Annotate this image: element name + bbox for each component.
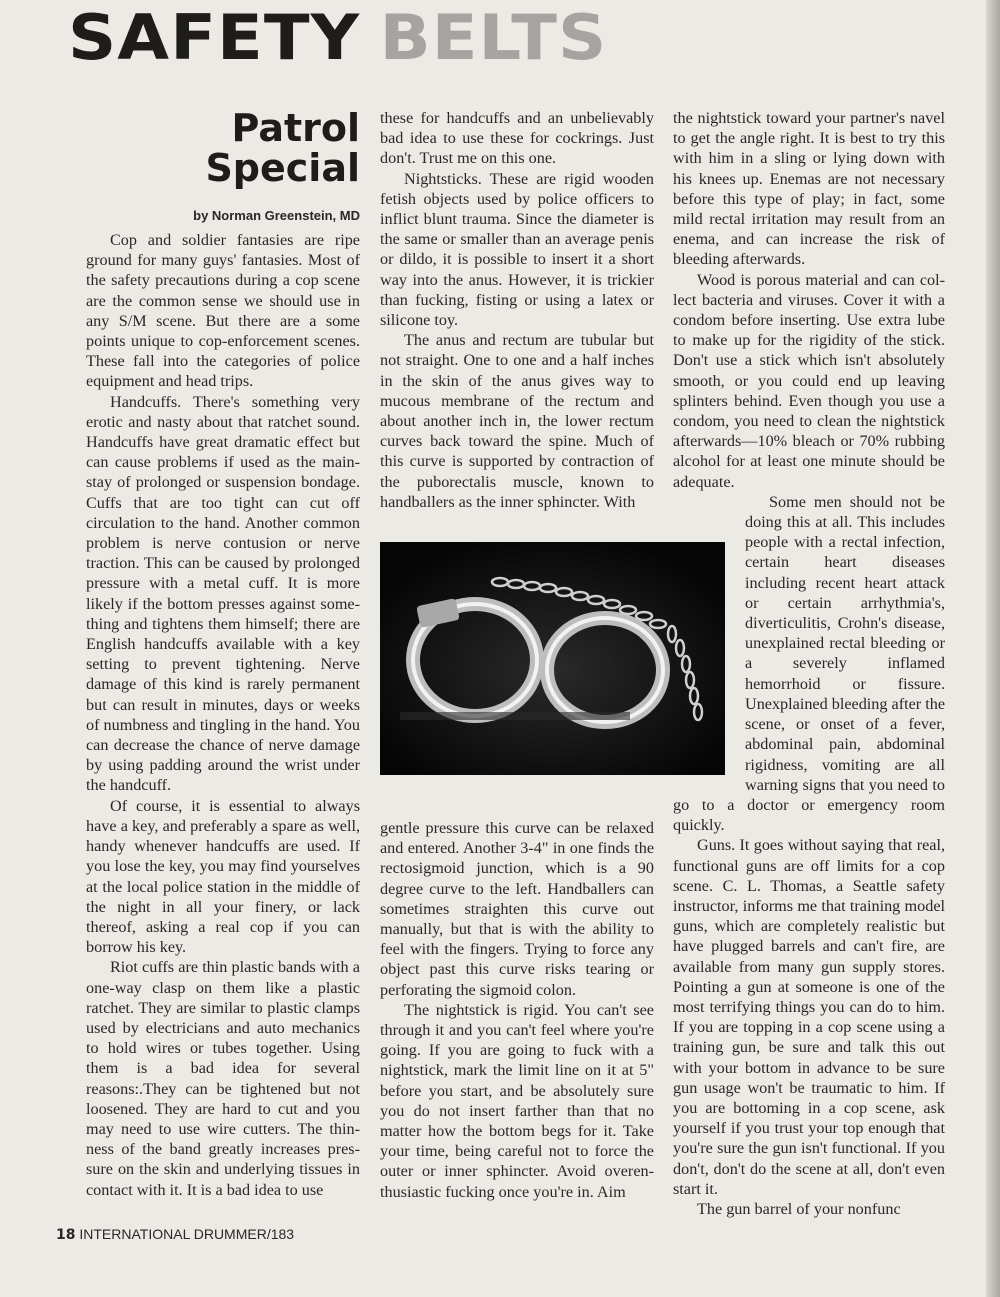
section-masthead	[68, 2, 607, 74]
paragraph: The gun barrel of your nonfunc	[697, 1199, 901, 1218]
paragraph: these for handcuffs and an unbelievably bad idea to use these for cockrings. Just don't. Trust me on this one.	[380, 109, 654, 168]
publication-name: INTERNATIONAL DRUMMER/183	[79, 1226, 295, 1242]
page-footer	[56, 1226, 294, 1243]
article-title-line-2: Special	[205, 146, 360, 190]
paragraph: Of course, it is essential to always have a key, and preferably a spare as well, handy whenever handcuffs are used. If you lose the key, you may find yourselves at the local police station in the middle of the night in all your finery, or lack thereof, asking a real cop if you can borrow his key.	[86, 796, 360, 957]
column-3	[673, 108, 945, 1219]
column-2-bottom	[380, 818, 654, 1202]
text-wrap-spacer	[673, 492, 745, 792]
column-1	[86, 230, 360, 1200]
paragraph: Nightsticks. These are rigid wooden fetish objects used by police officers to inflict blunt trauma. Since the diameter is the same or smaller than an average penis or dildo, it is possible to insert it a short way into the anus. However, it is trickier than fucking, fisting or using a latex or silicone toy.	[380, 169, 654, 330]
paragraph: Riot cuffs are thin plastic bands with a one-way clasp on them like a plastic ratchet. They are similar to plastic clamps used by electricians and auto mechanics to hold wires or tubes together. Using them is a bad idea for several reasons:.They can be tightened but not loosened. They are hard to cut and you may need to use wire cutters. The thinness of the band greatly increases pressure on the skin and underlying tissues in contact with it. It is a bad idea to use	[86, 958, 360, 1199]
masthead-word-safety: SAFETY	[68, 1, 361, 74]
paragraph: Some men should not be doing this at all. This includes people with a rectal infection, certain heart diseases including recent heart attack or certain arrhythmia's, diverticulitis, Crohn's disease, unexplained rectal bleeding or a severely inflamed hemorrhoid or fissure. Unexplained bleeding after the scene, or onset of a fever, abdominal pain, abdominal rigidness, vomiting are all warning signs that you need to go to a doctor or emergency room quickly.	[673, 492, 946, 835]
article-title-line-1: Patrol	[231, 106, 360, 150]
paragraph: The nightstick is rigid. You can't see through it and you can't feel where you're going. If you are going to fuck with a nightstick, mark the limit line on it at 5" before you start, and be absolutely sure you do not insert farther than that no matter how the bottom begs for it. Take your time, being careful not to force the outer or inner sphincter. Avoid overenthusiastic fucking once you're in. Aim	[380, 1000, 654, 1201]
paragraph: the nightstick toward your partner's navel to get the angle right. It is best to try this with him in a sling or lying down with his knees up. Enemas are not necessary before this type of play; in fact, some mild rectal irritation may result from an enema, and can increase the risk of bleeding afterwards.	[673, 109, 945, 269]
column-2-top	[380, 108, 654, 512]
paragraph: Guns. It goes without saying that real, functional guns are off limits for a cop scene. C. L. Thomas, a Seattle safety instructor, informs me that training model guns, which are completely realistic but have plugged barrels and can't fire, are available from many gun supply stores. Pointing a gun at someone is one of the most terrifying things you can do to him. If you are topping in a cop scene using a training gun, be sure and talk this out with your bottom in advance to be sure gun usage won't be traumatic to him. If you are bottoming in a cop scene, ask yourself if you trust your top enough that you're sure the gun isn't functional. If you don't, don't do the scene at all, don't even start it.	[673, 836, 945, 1198]
paragraph: gentle pressure this curve can be relaxed and entered. Another 3-4" in one finds the rectosigmoid junction, which is a 90 degree curve to the left. Handballers can sometimes straighten this curve out manually, but that is with the ability to feel with the fingers. Trying to force any object past this curve risks tearing or perforating the sigmoid colon.	[380, 819, 654, 999]
paragraph: Cop and soldier fantasies are ripe ground for many guys' fantasies. Most of the safety precautions during a cop scene are the common sense we should use in any S/M scene. But there are a some points unique to cop-enforcement scenes. These fall into the categories of police equipment and head trips.	[86, 231, 360, 391]
page-number: 18	[56, 1227, 76, 1243]
paragraph: Handcuffs. There's something very erotic and nasty about that ratchet sound. Handcuffs have great dramatic effect but can cause problems if used as the mainstay of prolonged or suspension bondage. Cuffs that are too tight can cut off circulation to the hand. Another common problem is nerve contusion or nerve traction. This can be caused by prolonged pressure with a metal cuff. It is more likely if the bottom presses against something and tightens them himself; there are English handcuffs available with a key setting to prevent tightening. Nerve damage of this kind is rarely permanent but can result in minutes, days or weeks of numbness and tingling in the hand. You can decrease the chance of nerve damage by using padding around the wrist under the handcuff.	[86, 392, 360, 795]
masthead-word-belts: BELTS	[379, 1, 608, 74]
page-edge-shadow	[986, 0, 1000, 1297]
article-byline: by Norman Greenstein, MD	[193, 208, 360, 223]
article-title-block	[112, 108, 360, 223]
paragraph: Wood is porous material and can collect bacteria and viruses. Cover it with a condom before inserting. Use extra lube to make up for the rigidity of the stick. Don't use a stick which isn't absolutely smooth, or you could end up leaving splinters behind. Even though you use a condom, you need to clean the nightstick afterwards—10% bleach or 70% rubbing alcohol for at least one minute should be adequate.	[673, 270, 945, 491]
paragraph: The anus and rectum are tubular but not straight. One to one and a half inches in the skin of the anus gives way to mucous membrane of the rectum and about another inch in, the lower rectum curves back toward the spine. Much of this curve is supported by contraction of the puborectalis muscle, known to handballers as the inner sphincter. With	[380, 331, 654, 511]
